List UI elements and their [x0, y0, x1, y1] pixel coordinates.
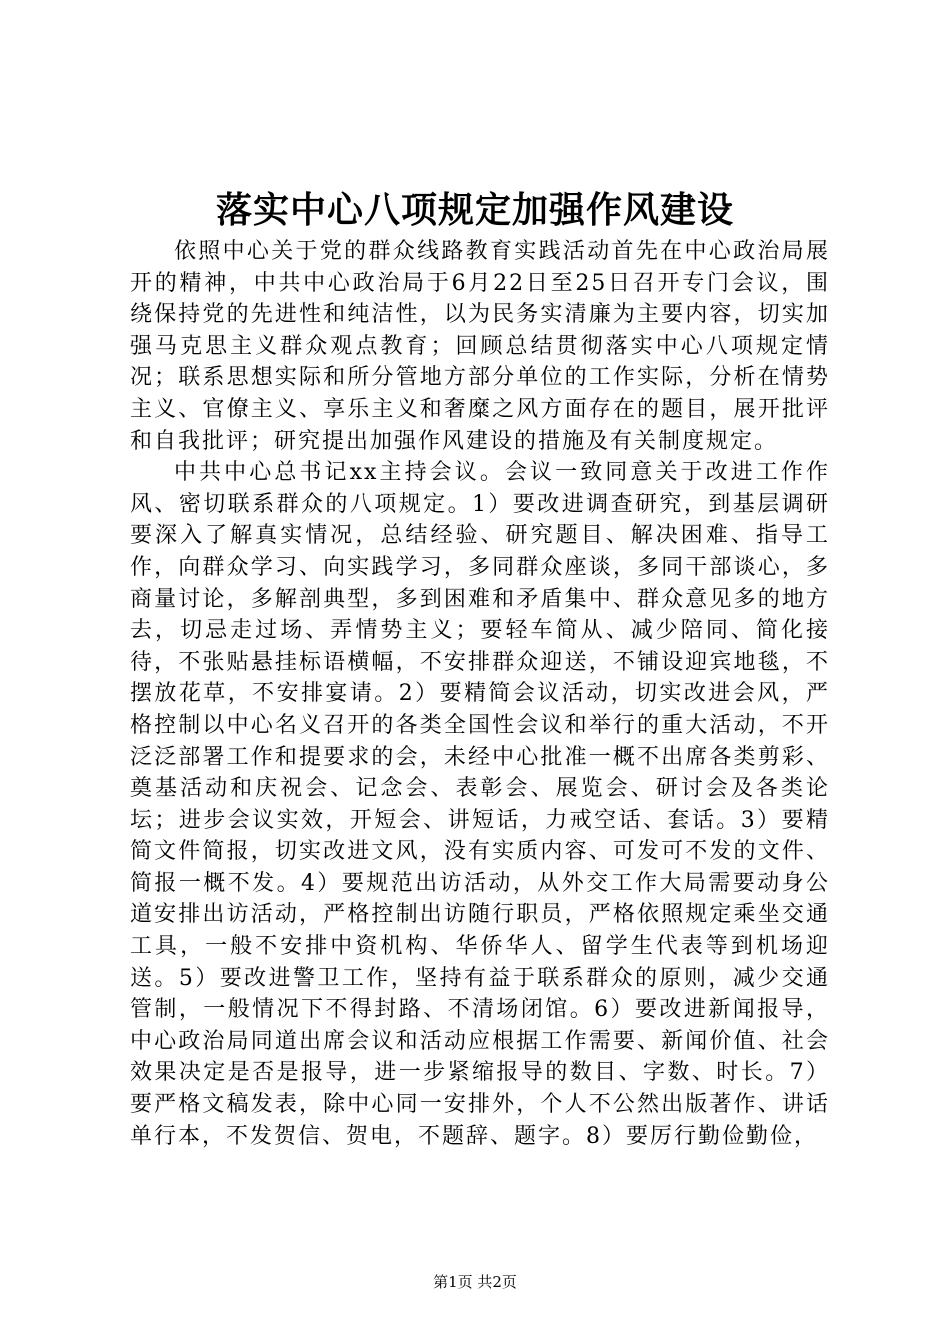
page-footer: 第1页 共2页 — [433, 1273, 517, 1291]
document-body — [130, 236, 830, 1152]
document-title: 落实中心八项规定加强作风建设 — [215, 189, 734, 231]
paragraph: 中共中心总书记xx主持会议。会议一致同意关于改进工作作风、密切联系群众的八项规定。1）要改进调查研究，到基层调研要深入了解真实情况，总结经验、研究题目、解决困难、指导工作，向群众学习、向实践学习，多同群众座谈，多同干部谈心，多商量讨论，多解剖典型，多到困难和矛盾集中、群众意见多的地方去，切忌走过场、弄情势主义；要轻车简从、减少陪同、简化接待，不张贴悬挂标语横幅，不安排群众迎送，不铺设迎宾地毯，不摆放花草，不安排宴请。2）要精简会议活动，切实改进会风，严格控制以中心名义召开的各类全国性会议和举行的重大活动，不开泛泛部署工作和提要求的会，未经中心批准一概不出席各类剪彩、奠基活动和庆祝会、记念会、表彰会、展览会、研讨会及各类论坛；进步会议实效，开短会、讲短话，力戒空话、套话。3）要精简文件简报，切实改进文风，没有实质内容、可发可不发的文件、简报一概不发。4）要规范出访活动，从外交工作大局需要动身公道安排出访活动，严格控制出访随行职员，严格依照规定乘坐交通工具，一般不安排中资机构、华侨华人、留学生代表等到机场迎送。5）要改进警卫工作，坚持有益于联系群众的原则，减少交通管制，一般情况下不得封路、不清场闭馆。6）要改进新闻报导，中心政治局同道出席会议和活动应根据工作需要、新闻价值、社会效果决定是否是报导，进一步紧缩报导的数目、字数、时长。7）要严格文稿发表，除中心同一安排外，个人不公然出版著作、讲话单行本，不发贺信、贺电，不题辞、题字。8）要厉行勤俭勤俭， — [130, 460, 830, 1149]
paragraph: 依照中心关于党的群众线路教育实践活动首先在中心政治局展开的精神，中共中心政治局于6月22日至25日召开专门会议，围绕保持党的先进性和纯洁性，以为民务实清廉为主要内容，切实加强马克思主义群众观点教育；回顾总结贯彻落实中心八项规定情况；联系思想实际和所分管地方部分单位的工作实际，分析在情势主义、官僚主义、享乐主义和奢糜之风方面存在的题目，展开批评和自我批评；研究提出加强作风建设的措施及有关制度规定。 — [130, 239, 830, 454]
